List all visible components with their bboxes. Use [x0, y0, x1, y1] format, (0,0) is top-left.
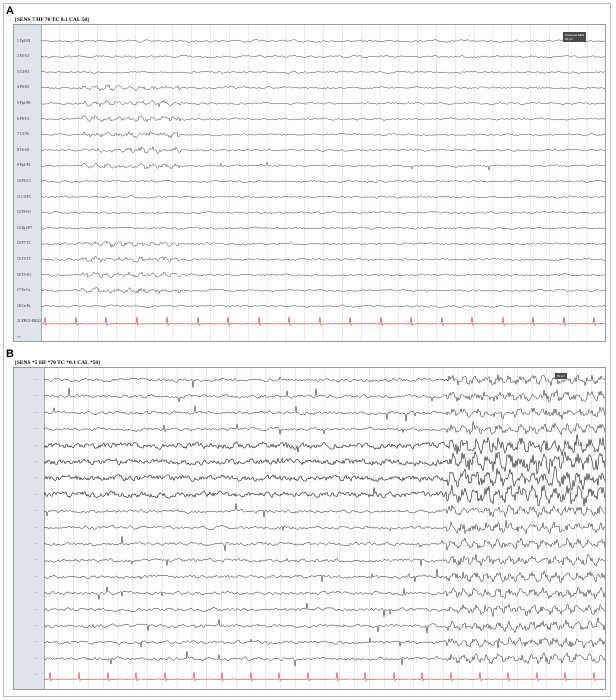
scale-tick: — — [34, 459, 38, 463]
channel-label: 14 F7-T3 — [17, 241, 31, 246]
scale-tick: — — [34, 524, 38, 529]
panel-b-cal-line-1: 50 µV — [557, 374, 565, 378]
channel-label: 2 F4-C4 — [17, 54, 29, 59]
panel-a-traces — [41, 25, 606, 341]
panel-a-eeg-view — [13, 24, 606, 342]
panel-a-calibration-box — [563, 32, 586, 42]
channel-label: 15 T3-T5 — [17, 256, 31, 261]
channel-label: 17 Fz-Cz — [17, 288, 31, 293]
channel-label: 3 C4-P4 — [17, 69, 29, 74]
channel-label: 13 Fp1-F7 — [17, 225, 33, 230]
panel-a-cal-line-2: 50 µV — [565, 37, 573, 41]
scale-tick: — — [34, 377, 38, 381]
scale-tick: — — [34, 623, 38, 627]
scale-tick: — — [34, 606, 38, 611]
channel-label: 10 F3-C3 — [17, 178, 31, 183]
panel-a-caption: [SENS 7 HF 70 TC 0.1 CAL 50] — [15, 17, 89, 23]
channel-label: 18 Cz-Pz — [17, 303, 31, 308]
scale-tick: — — [34, 426, 38, 431]
channel-label: 6 F8-T4 — [17, 116, 29, 121]
scale-tick: — — [34, 639, 38, 644]
scale-tick: — — [34, 672, 38, 677]
panel-a-footnote: 55 — [17, 335, 21, 339]
channel-label: 16 T5-O1 — [17, 272, 32, 277]
scale-tick: — — [34, 475, 38, 480]
scale-tick: — — [34, 508, 38, 513]
panel-b-caption: [SENS *5 HF *70 TC *0.1 CAL *50] — [15, 360, 100, 366]
scale-tick: — — [34, 442, 38, 447]
scale-tick: — — [34, 491, 38, 496]
figure-frame — [3, 3, 611, 697]
scale-tick: — — [34, 541, 38, 545]
channel-label: 12 P3-O1 — [17, 210, 31, 215]
scale-tick: — — [34, 573, 38, 578]
scale-tick: — — [34, 393, 38, 398]
channel-label: 4 P4-O2 — [17, 85, 30, 90]
scale-tick: — — [34, 655, 38, 660]
panel-a-cal-line-1: Paramed EEG — [565, 33, 585, 37]
scale-tick: — — [34, 409, 38, 414]
channel-label: 7 T4-T6 — [17, 132, 29, 137]
panel-a-letter: A — [6, 5, 14, 17]
panel-b-traces — [44, 368, 606, 689]
channel-label: 9 Fp1-F3 — [17, 163, 31, 168]
channel-label: 8 T6-O2 — [17, 147, 30, 152]
panel-b-letter: B — [6, 348, 14, 360]
panel-b-calibration-box — [555, 373, 567, 379]
scale-tick: — — [34, 557, 38, 562]
channel-label: 1 Fp2-F4 — [17, 38, 31, 43]
panel-b-channel-sidebar — [14, 368, 45, 689]
scale-tick: — — [34, 590, 38, 595]
channel-label: 11 C3-P3 — [17, 194, 31, 199]
panel-b-eeg-view — [13, 367, 606, 690]
channel-label: 5 Fp2-F8 — [17, 100, 31, 105]
channel-label: 21 EKG1-EKG2 — [17, 319, 42, 324]
